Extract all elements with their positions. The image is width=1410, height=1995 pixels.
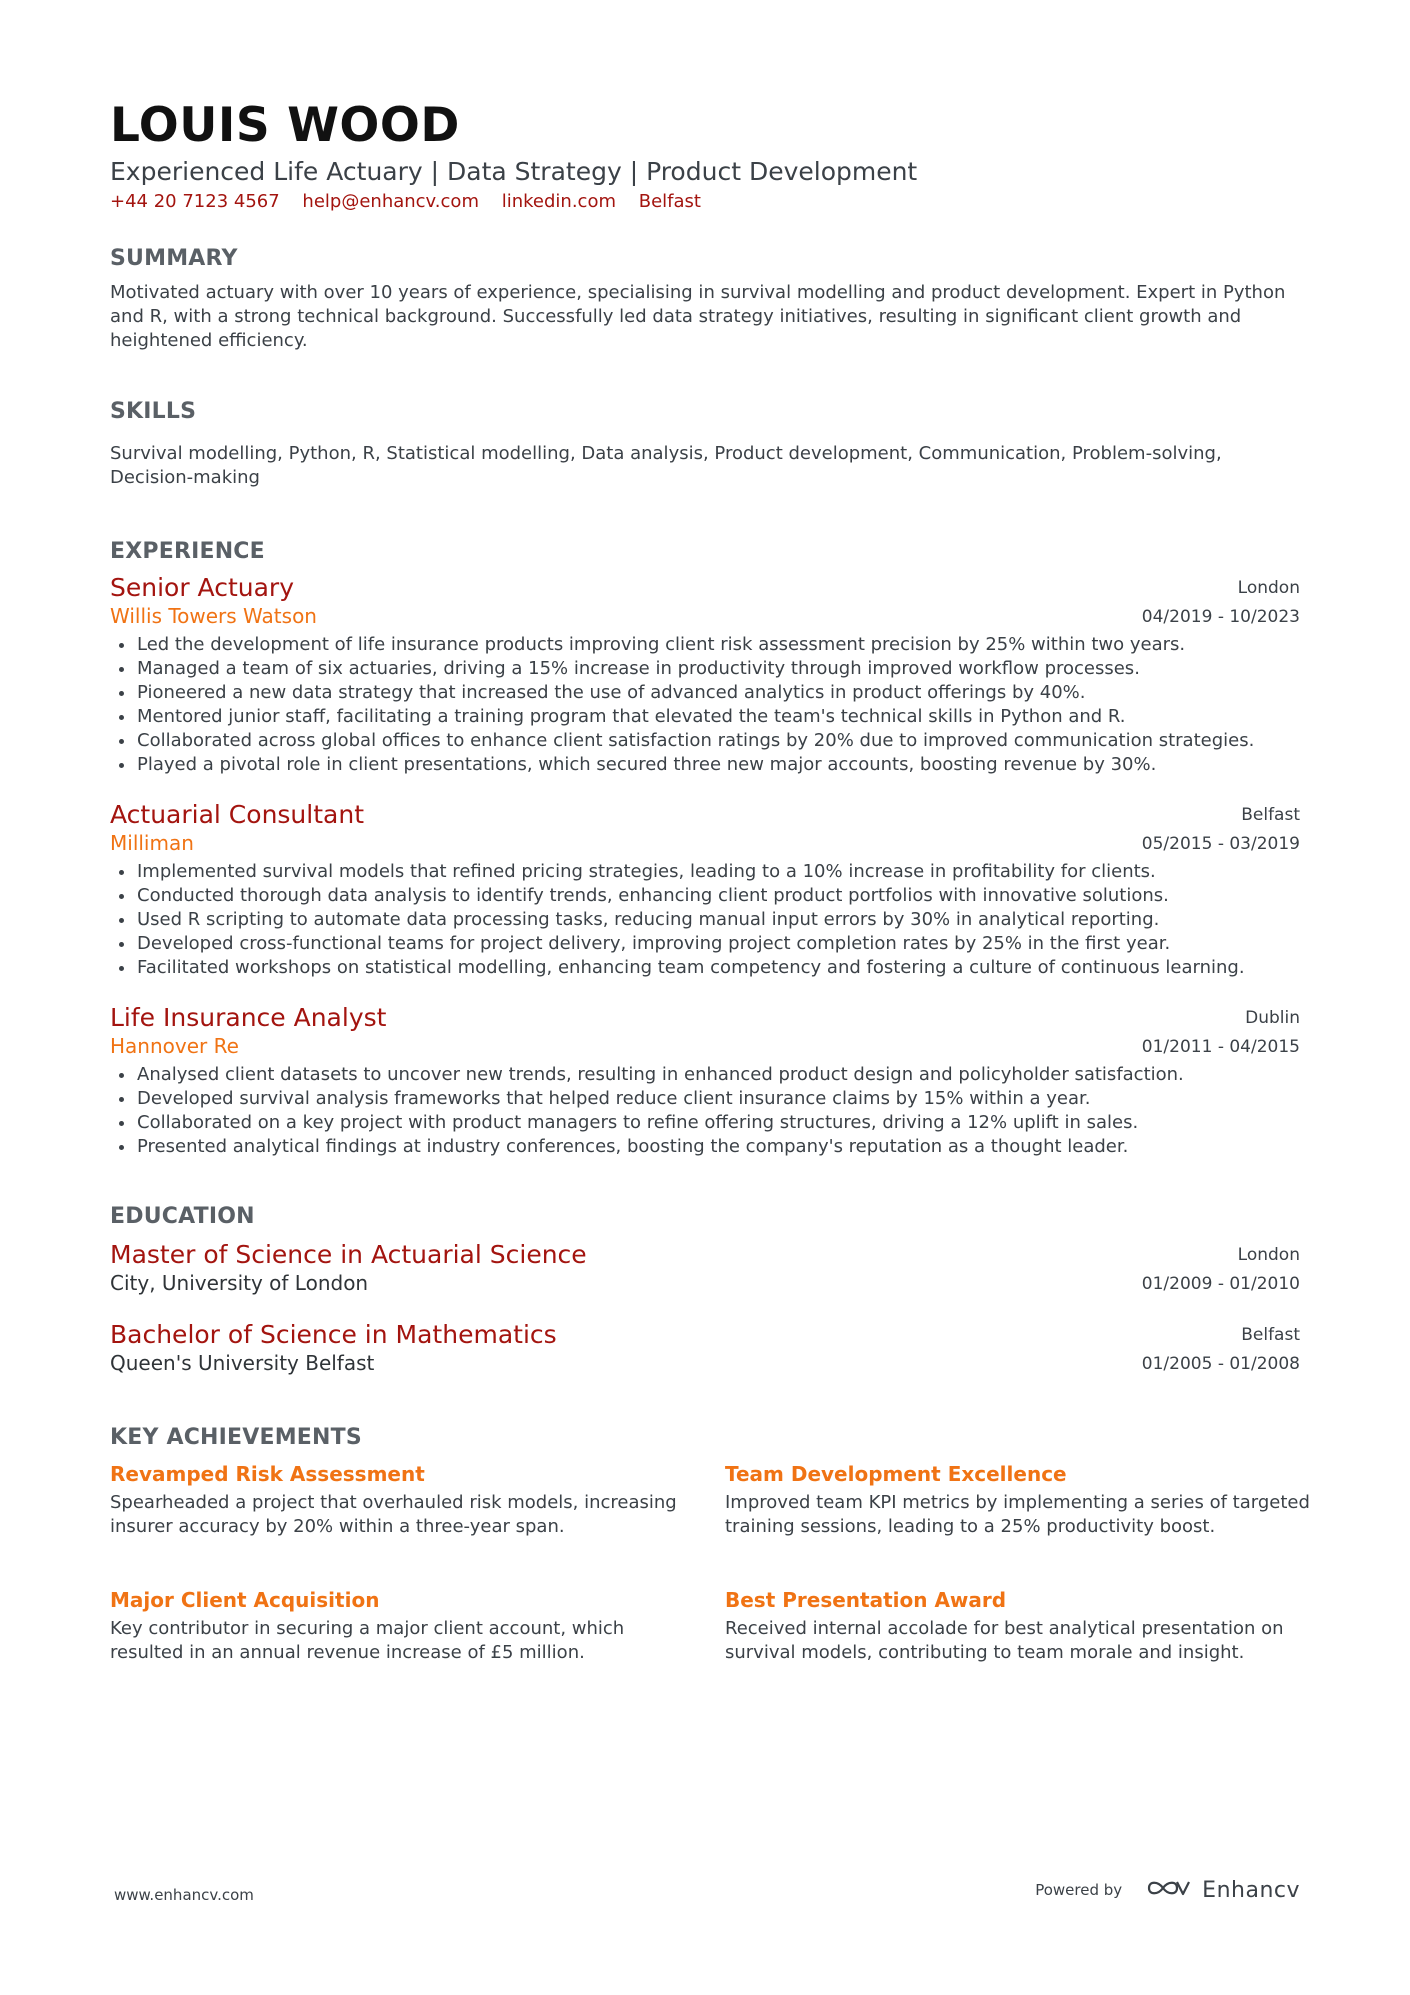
list-item: Presented analytical findings at industry conferences, boosting the company's reputation as a thought leader. <box>110 1135 1300 1159</box>
degree-title: Bachelor of Science in Mathematics <box>110 1320 557 1349</box>
achievement-desc: Received internal accolade for best analytical presentation on survival models, contributing to team morale and insight. <box>725 1618 1284 1663</box>
job-bullets <box>110 633 1300 777</box>
contact-location: Belfast <box>638 191 701 212</box>
job-entry <box>110 800 1300 980</box>
achievement-item <box>725 1587 1310 1665</box>
job-company: Hannover Re <box>110 1034 239 1058</box>
list-item: Implemented survival models that refined pricing strategies, leading to a 10% increase in profitability for clients. <box>110 860 1300 884</box>
job-title: Life Insurance Analyst <box>110 1003 387 1032</box>
list-item: Facilitated workshops on statistical modelling, enhancing team competency and fostering a culture of continuous learning. <box>110 956 1300 980</box>
achievement-item <box>110 1587 695 1665</box>
school-name: City, University of London <box>110 1271 369 1295</box>
education-dates: 01/2009 - 01/2010 <box>1141 1274 1300 1294</box>
contact-email[interactable]: help@enhancv.com <box>302 191 479 212</box>
list-item: Developed survival analysis frameworks that helped reduce client insurance claims by 15% within a year. <box>110 1087 1300 1111</box>
job-bullets <box>110 860 1300 980</box>
job-dates: 05/2015 - 03/2019 <box>1141 834 1300 854</box>
job-dates: 01/2011 - 04/2015 <box>1141 1037 1300 1057</box>
education-entry <box>110 1240 1300 1296</box>
resume-page <box>110 98 1300 215</box>
summary-text: Motivated actuary with over 10 years of experience, specialising in survival modelling and product development. Expert in Python and R, with a strong technical background. Successfully led data strategy initiatives, resulting in significant client growth and heightened efficiency. <box>110 282 1286 351</box>
powered-by-label: Powered by <box>1035 1881 1123 1899</box>
achievement-title: Revamped Risk Assessment <box>110 1462 425 1486</box>
list-item: Used R scripting to automate data processing tasks, reducing manual input errors by 30% in analytical reporting. <box>110 908 1300 932</box>
degree-title: Master of Science in Actuarial Science <box>110 1240 587 1269</box>
list-item: Mentored junior staff, facilitating a training program that elevated the team's technical skills in Python and R. <box>110 705 1300 729</box>
experience-section <box>110 538 1300 566</box>
education-location: Belfast <box>1241 1325 1300 1345</box>
contact-linkedin[interactable]: linkedin.com <box>501 191 616 212</box>
section-heading-summary: SUMMARY <box>110 246 238 271</box>
job-dates: 04/2019 - 10/2023 <box>1141 607 1300 627</box>
list-item: Developed cross-functional teams for project delivery, improving project completion rates by 25% in the first year. <box>110 932 1300 956</box>
achievement-title: Best Presentation Award <box>725 1588 1007 1612</box>
section-heading-education: EDUCATION <box>110 1204 255 1229</box>
skills-text: Survival modelling, Python, R, Statistical modelling, Data analysis, Product development, Communication, Problem-solving, Decision-making <box>110 443 1222 488</box>
footer-website[interactable]: www.enhancv.com <box>114 1886 254 1904</box>
achievement-desc: Spearheaded a project that overhauled risk models, increasing insurer accuracy by 20% within a three-year span. <box>110 1492 677 1537</box>
list-item: Collaborated across global offices to enhance client satisfaction ratings by 20% due to improved communication strategies. <box>110 729 1300 753</box>
skills-section <box>110 398 1300 490</box>
contact-info <box>110 189 1300 215</box>
job-location: Belfast <box>1241 805 1300 825</box>
job-company: Milliman <box>110 831 194 855</box>
candidate-title: Experienced Life Actuary | Data Strategy | Product Development <box>110 157 918 186</box>
footer-brand <box>1035 1876 1300 1904</box>
header <box>110 98 1300 215</box>
section-heading-skills: SKILLS <box>110 399 197 424</box>
achievement-desc: Key contributor in securing a major client account, which resulted in an annual revenue increase of £5 million. <box>110 1618 625 1663</box>
list-item: Played a pivotal role in client presentations, which secured three new major accounts, boosting revenue by 30%. <box>110 753 1300 777</box>
list-item: Conducted thorough data analysis to identify trends, enhancing client product portfolios with innovative solutions. <box>110 884 1300 908</box>
list-item: Analysed client datasets to uncover new trends, resulting in enhanced product design and policyholder satisfaction. <box>110 1063 1300 1087</box>
achievement-title: Major Client Acquisition <box>110 1588 380 1612</box>
job-company: Willis Towers Watson <box>110 604 317 628</box>
contact-phone[interactable]: +44 20 7123 4567 <box>110 191 280 212</box>
enhancv-logo-icon <box>1146 1876 1192 1904</box>
education-section <box>110 1203 1300 1231</box>
brand-name: Enhancv <box>1202 1877 1300 1903</box>
list-item: Led the development of life insurance products improving client risk assessment precision by 25% within two years. <box>110 633 1300 657</box>
job-location: London <box>1237 578 1300 598</box>
job-entry <box>110 1003 1300 1159</box>
job-entry <box>110 573 1300 777</box>
job-bullets <box>110 1063 1300 1159</box>
section-heading-experience: EXPERIENCE <box>110 539 265 564</box>
list-item: Collaborated on a key project with product managers to refine offering structures, driving a 12% uplift in sales. <box>110 1111 1300 1135</box>
school-name: Queen's University Belfast <box>110 1351 375 1375</box>
job-location: Dublin <box>1245 1008 1300 1028</box>
section-heading-achievements: KEY ACHIEVEMENTS <box>110 1425 362 1450</box>
job-title: Senior Actuary <box>110 573 295 602</box>
education-entry <box>110 1320 1300 1376</box>
achievements-section <box>110 1424 1300 1452</box>
education-dates: 01/2005 - 01/2008 <box>1141 1354 1300 1374</box>
summary-section <box>110 245 1300 353</box>
achievement-desc: Improved team KPI metrics by implementing a series of targeted training sessions, leading to a 25% productivity boost. <box>725 1492 1310 1537</box>
candidate-name: LOUIS WOOD <box>110 98 460 153</box>
list-item: Pioneered a new data strategy that increased the use of advanced analytics in product offerings by 40%. <box>110 681 1300 705</box>
achievement-item <box>110 1461 695 1539</box>
achievement-item <box>725 1461 1310 1539</box>
achievement-title: Team Development Excellence <box>725 1462 1067 1486</box>
job-title: Actuarial Consultant <box>110 800 364 829</box>
list-item: Managed a team of six actuaries, driving a 15% increase in productivity through improved workflow processes. <box>110 657 1300 681</box>
education-location: London <box>1237 1245 1300 1265</box>
